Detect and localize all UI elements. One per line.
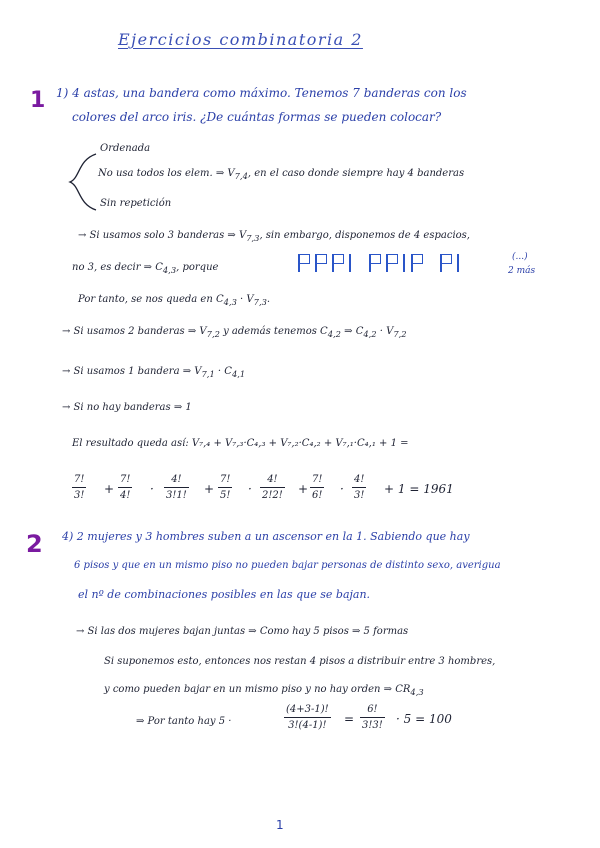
ex1-line-4	[72, 262, 218, 275]
flag-icon	[411, 254, 425, 272]
fraction-numerator: (4+3-1)!	[286, 704, 329, 715]
ex2-statement-line-1: 4) 2 mujeres y 3 hombres suben a un ascensor en la 1. Sabiendo que hay	[62, 530, 470, 543]
ex1-statement-line-1: 1) 4 astas, una bandera como máximo. Tenemos 7 banderas con los	[56, 86, 467, 100]
fraction-numerator: 7!	[74, 474, 85, 485]
fraction-numerator: 7!	[220, 474, 231, 485]
exercise-number-2: 2	[26, 530, 43, 558]
fraction	[164, 474, 189, 501]
line6-sub4: 7,2	[393, 329, 407, 339]
sin-repeticion-label: Sin repetición	[100, 198, 172, 209]
fraction-denominator: 3!(4-1)!	[288, 720, 327, 731]
ex2-line-3	[104, 684, 424, 697]
operator: +	[204, 482, 215, 496]
line6-b: y además tenemos C	[219, 326, 328, 337]
page-number: 1	[276, 818, 284, 832]
line3-a: → Si usamos solo 3 banderas ⇒ V	[78, 230, 247, 241]
fraction-denominator: 4!	[120, 490, 131, 501]
fraction-numerator: 6!	[367, 704, 378, 715]
fraction-denominator: 3!3!	[362, 720, 383, 731]
line5-a: Por tanto, se nos queda en C	[78, 294, 224, 305]
ex2-line-4: ⇒ Por tanto hay 5 ·	[136, 716, 232, 727]
line5-mid: · V	[236, 294, 254, 305]
ex2-statement-line-2: 6 pisos y que en un mismo piso no pueden bajar personas de distinto sexo, averigua	[74, 560, 501, 571]
ex1-line-6	[62, 326, 407, 339]
line5-end: .	[266, 294, 271, 305]
fraction	[72, 474, 86, 501]
flags-drawing	[298, 254, 465, 272]
fraction-denominator: 2!2!	[262, 490, 283, 501]
ex1-line-7	[62, 366, 245, 379]
page-title: Ejercicios combinatoria 2	[118, 30, 363, 49]
no-usa-sub: 7,4	[234, 171, 248, 181]
fraction	[352, 474, 366, 501]
operator: ·	[150, 482, 154, 496]
operator: ·	[248, 482, 252, 496]
line6-a: → Si usamos 2 banderas ⇒ V	[62, 326, 207, 337]
line5-sub2: 7,3	[253, 297, 267, 307]
flag-icon	[369, 254, 383, 272]
operator: =	[344, 712, 355, 726]
flag-icon	[386, 254, 400, 272]
fraction-denominator: 3!1!	[166, 490, 187, 501]
line5-sub1: 4,3	[223, 297, 237, 307]
flag-icon	[332, 254, 346, 272]
flag-icon	[315, 254, 329, 272]
empty-pole-icon	[403, 254, 405, 272]
line6-sub: 7,2	[206, 329, 220, 339]
fraction	[310, 474, 324, 501]
empty-pole-icon	[457, 254, 459, 272]
operator: +	[104, 482, 115, 496]
line7-sub2: 4,1	[231, 369, 246, 379]
line4-sub: 4,3	[162, 265, 177, 275]
fraction	[260, 474, 285, 501]
ex1-line-8: → Si no hay banderas ⇒ 1	[62, 402, 192, 413]
no-usa-line	[98, 168, 464, 181]
line6-sub2: 4,2	[327, 329, 341, 339]
brace-icon	[68, 152, 98, 212]
fraction-numerator: 4!	[354, 474, 365, 485]
line4-b: , porque	[176, 262, 219, 273]
ex1-statement-line-2: colores del arco iris. ¿De cuántas formas se pueden colocar?	[72, 110, 442, 124]
empty-pole-icon	[349, 254, 351, 272]
fraction	[284, 704, 331, 731]
no-usa-rest: , en el caso donde siempre hay 4 banderas	[247, 168, 465, 179]
final-result: + 1 = 1961	[384, 482, 454, 496]
fraction	[360, 704, 385, 731]
fraction-numerator: 7!	[312, 474, 323, 485]
fraction	[118, 474, 132, 501]
operator: +	[298, 482, 309, 496]
fraction-numerator: 7!	[120, 474, 131, 485]
fraction-numerator: 4!	[267, 474, 278, 485]
line3-b: , sin embargo, disponemos de 4 espacios,	[259, 230, 470, 241]
ex2-statement-line-3: el nº de combinaciones posibles en las que se bajan.	[78, 588, 371, 601]
ex2-line3-a: y como pueden bajar en un mismo piso y no hay orden ⇒ CR	[104, 684, 411, 695]
ex1-line-5	[78, 294, 270, 307]
no-usa-text: No usa todos los elem. ⇒ V	[98, 168, 235, 179]
flags-note: (...)	[512, 252, 528, 262]
fraction-numerator: 4!	[171, 474, 182, 485]
ex2-line3-sub: 4,3	[410, 687, 424, 697]
fraction-denominator: 6!	[312, 490, 323, 501]
line6-d: · V	[376, 326, 394, 337]
exercise-number-1: 1	[30, 88, 46, 113]
line3-sub: 7,3	[246, 233, 260, 243]
flag-icon	[298, 254, 312, 272]
ex1-line-3	[78, 230, 470, 243]
line6-sub3: 4,2	[363, 329, 377, 339]
fraction-denominator: 3!	[354, 490, 365, 501]
line6-c: ⇒ C	[340, 326, 364, 337]
line7-a: → Si usamos 1 bandera ⇒ V	[62, 366, 202, 377]
final-result: · 5 = 100	[396, 712, 452, 726]
flag-icon	[440, 254, 454, 272]
fraction-denominator: 5!	[220, 490, 231, 501]
line7-b: · C	[214, 366, 232, 377]
ex2-line-1: → Si las dos mujeres bajan juntas ⇒ Como hay 5 pisos ⇒ 5 formas	[76, 626, 409, 637]
line4-a: no 3, es decir ⇒ C	[72, 262, 163, 273]
ex2-line-2: Si suponemos esto, entonces nos restan 4 pisos a distribuir entre 3 hombres,	[104, 656, 496, 667]
flags-note-2: 2 más	[508, 266, 536, 276]
line7-sub: 7,1	[201, 369, 215, 379]
ordenada-label: Ordenada	[100, 143, 151, 154]
fraction	[218, 474, 232, 501]
fraction-denominator: 3!	[74, 490, 85, 501]
operator: ·	[340, 482, 344, 496]
ex1-result-line: El resultado queda así: V₇,₄ + V₇,₃·C₄,₃ + V₇,₂·C₄,₂ + V₇,₁·C₄,₁ + 1 =	[72, 438, 409, 449]
